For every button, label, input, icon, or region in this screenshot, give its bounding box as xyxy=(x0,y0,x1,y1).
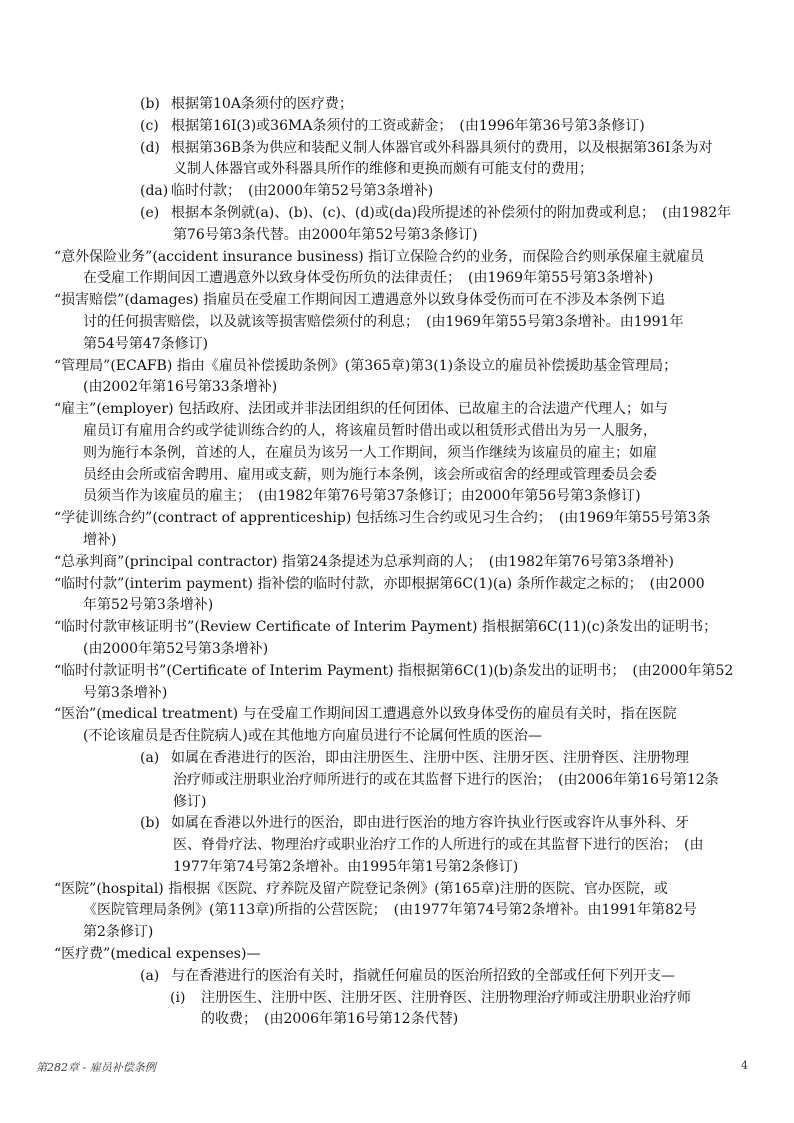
item-label: (e) xyxy=(140,204,160,221)
line-text: 第76号第3条代替。由2000年第52号第3条修订) xyxy=(173,226,478,243)
line-text: 医、脊骨疗法、物理治疗或职业治疗工作的人所进行的或在其监督下进行的医治； (由 xyxy=(173,837,704,854)
text-line xyxy=(54,661,748,683)
page-number: 4 xyxy=(741,1059,748,1072)
text-line xyxy=(54,966,748,988)
text-line xyxy=(54,617,748,639)
text-line xyxy=(54,356,748,378)
line-text: 第54号第47条修订) xyxy=(83,335,209,352)
line-text: 增补) xyxy=(83,531,117,548)
line-text: 根据第10A条须付的医疗费； xyxy=(171,96,353,112)
item-label: (d) xyxy=(140,139,160,156)
line-text: 讨的任何损害赔偿，以及就该等损害赔偿须付的利息； (由1969年第55号第3条增补。由1991年 xyxy=(83,313,684,330)
line-text: “管理局”(ECAFB) 指由《雇员补偿援助条例》(第365章)第3(1)条设立的雇员补偿援助基金管理局； xyxy=(54,357,678,374)
text-line xyxy=(54,639,748,661)
text-line xyxy=(54,683,748,705)
line-text: “医院”(hospital) 指根据《医院、疗养院及留产院登记条例》(第165章)注册的医院、官办医院，或 xyxy=(54,880,668,897)
line-text: 员须当作为该雇员的雇主； (由1982年第76号第37条修订；由2000年第56号第3条修订) xyxy=(83,488,641,505)
line-text: (由2000年第52号第3条增补) xyxy=(83,640,269,657)
item-label: (b) xyxy=(140,96,160,112)
line-text: “临时付款证明书”(Certificate of Interim Payment) 指根据第6C(1)(b)条发出的证明书； (由2000年第52 xyxy=(54,662,734,679)
text-line xyxy=(54,290,748,312)
text-line xyxy=(54,574,748,596)
item-label: (a) xyxy=(140,967,160,984)
text-line xyxy=(54,159,748,181)
item-label: (i) xyxy=(170,989,186,1006)
text-line xyxy=(54,813,748,835)
line-text: 如属在香港进行的医治，即由注册医生、注册中医、注册牙医、注册脊医、注册物理 xyxy=(171,749,689,766)
text-line xyxy=(54,1009,748,1031)
line-text: 与在香港进行的医治有关时，指就任何雇员的医治所招致的全部或任何下列开支— xyxy=(171,967,675,984)
line-text: 如属在香港以外进行的医治，即由进行医治的地方容许执业行医或容许从事外科、牙 xyxy=(171,815,689,832)
line-text: “学徒训练合约”(contract of apprenticeship) 包括练习生合约或见习生合约； (由1969年第55号第3条 xyxy=(54,510,711,527)
text-line xyxy=(54,988,748,1010)
line-text: 号第3条增补) xyxy=(83,684,168,701)
line-text: 治疗师或注册职业治疗师所进行的或在其监督下进行的医治； (由2006年第16号第12条 xyxy=(173,771,719,788)
text-line xyxy=(54,879,748,901)
line-text: 修订) xyxy=(173,793,207,810)
text-line xyxy=(54,203,748,225)
line-text: 雇员订有雇用合约或学徒训练合约的人，将该雇员暂时借出或以租赁形式借出为另一人服务， xyxy=(83,422,657,439)
line-text: “医治”(medical treatment) 与在受雇工作期间因工遭遇意外以致身体受伤的雇员有关时，指在医院 xyxy=(54,706,677,723)
text-line xyxy=(54,138,748,160)
line-text: “临时付款”(interim payment) 指补偿的临时付款，亦即根据第6C(1)(a) 条所作裁定之标的； (由2000 xyxy=(54,575,705,592)
text-line xyxy=(54,704,748,726)
line-text: “临时付款审核证明书”(Review Certificate of Interim Payment) 指根据第6C(11)(c)条发出的证明书； xyxy=(54,619,718,636)
item-label: (b) xyxy=(140,815,160,832)
text-line xyxy=(54,225,748,247)
line-text: 1977年第74号第2条增补。由1995年第1号第2条修订) xyxy=(173,858,519,875)
text-line xyxy=(54,835,748,857)
text-line xyxy=(54,792,748,814)
text-line xyxy=(54,530,748,552)
text-line xyxy=(54,443,748,465)
text-line xyxy=(54,944,748,966)
text-line xyxy=(54,726,748,748)
text-line xyxy=(54,922,748,944)
line-text: “意外保险业务”(accident insurance business) 指订立保险合约的业务，而保险合约则承保雇主就雇员 xyxy=(54,248,705,265)
text-line xyxy=(54,465,748,487)
text-line xyxy=(54,247,748,269)
line-text: 《医院管理局条例》(第113章)所指的公营医院； (由1977年第74号第2条增补。由1991年第82号 xyxy=(83,902,697,919)
text-line xyxy=(54,421,748,443)
line-text: 的收费； (由2006年第16号第12条代替) xyxy=(201,1011,459,1028)
text-line xyxy=(54,552,748,574)
line-text: 临时付款； (由2000年第52号第3条增补) xyxy=(171,183,434,200)
text-line xyxy=(54,508,748,530)
line-text: “医疗费”(medical expenses)— xyxy=(54,946,261,963)
text-line xyxy=(54,486,748,508)
line-text: “损害赔偿”(damages) 指雇员在受雇工作期间因工遭遇意外以致身体受伤而可在不涉及本条例下追 xyxy=(54,292,666,309)
text-line xyxy=(54,94,748,116)
line-text: “雇主”(employer) 包括政府、法团或并非法团组织的任何团体、已故雇主的合法遗产代理人；如与 xyxy=(54,401,669,418)
text-line xyxy=(54,268,748,290)
line-text: 根据第16I(3)或36MA条须付的工资或薪金； (由1996年第36号第3条修订) xyxy=(171,117,645,134)
line-text: (由2002年第16号第33条增补) xyxy=(83,379,278,396)
item-label: (da) xyxy=(140,183,169,200)
text-line xyxy=(54,377,748,399)
text-line xyxy=(54,595,748,617)
line-text: 在受雇工作期间因工遭遇意外以致身体受伤所负的法律责任； (由1969年第55号第3条增补) xyxy=(83,270,654,287)
text-line xyxy=(54,116,748,138)
line-text: 根据本条例就(a)、(b)、(c)、(d)或(da)段所提述的补偿须付的附加费或利息； (由1982年 xyxy=(171,204,732,221)
text-line xyxy=(54,857,748,879)
text-line xyxy=(54,399,748,421)
line-text: 第2条修订) xyxy=(83,924,154,941)
item-label: (c) xyxy=(140,117,159,134)
text-line xyxy=(54,334,748,356)
item-label: (a) xyxy=(140,749,160,766)
line-text: 员经由会所或宿舍聘用、雇用或支薪，则为施行本条例，该会所或宿舍的经理或管理委员会委 xyxy=(83,466,657,483)
text-line xyxy=(54,181,748,203)
line-text: (不论该雇员是否住院病人)或在其他地方向雇员进行不论属何性质的医治— xyxy=(83,728,542,745)
text-line xyxy=(54,770,748,792)
document-body xyxy=(54,94,748,1031)
line-text: 义制人体器官或外科器具所作的维修和更换而颇有可能支付的费用； xyxy=(173,161,593,178)
line-text: 年第52号第3条增补) xyxy=(83,597,214,614)
text-line xyxy=(54,748,748,770)
footer-chapter-title: 第282章 - 雇员补偿条例 xyxy=(36,1061,156,1074)
line-text: 则为施行本条例，首述的人，在雇员为该另一人工作期间，须当作继续为该雇员的雇主；如雇 xyxy=(83,444,657,461)
text-line xyxy=(54,312,748,334)
line-text: 注册医生、注册中医、注册牙医、注册脊医、注册物理治疗师或注册职业治疗师 xyxy=(201,989,691,1006)
line-text: 根据第36B条为供应和装配义制人体器官或外科器具须付的费用，以及根据第36I条为对 xyxy=(171,139,713,156)
line-text: “总承判商”(principal contractor) 指第24条提述为总承判商的人； (由1982年第76号第3条增补) xyxy=(54,553,675,570)
text-line xyxy=(54,900,748,922)
